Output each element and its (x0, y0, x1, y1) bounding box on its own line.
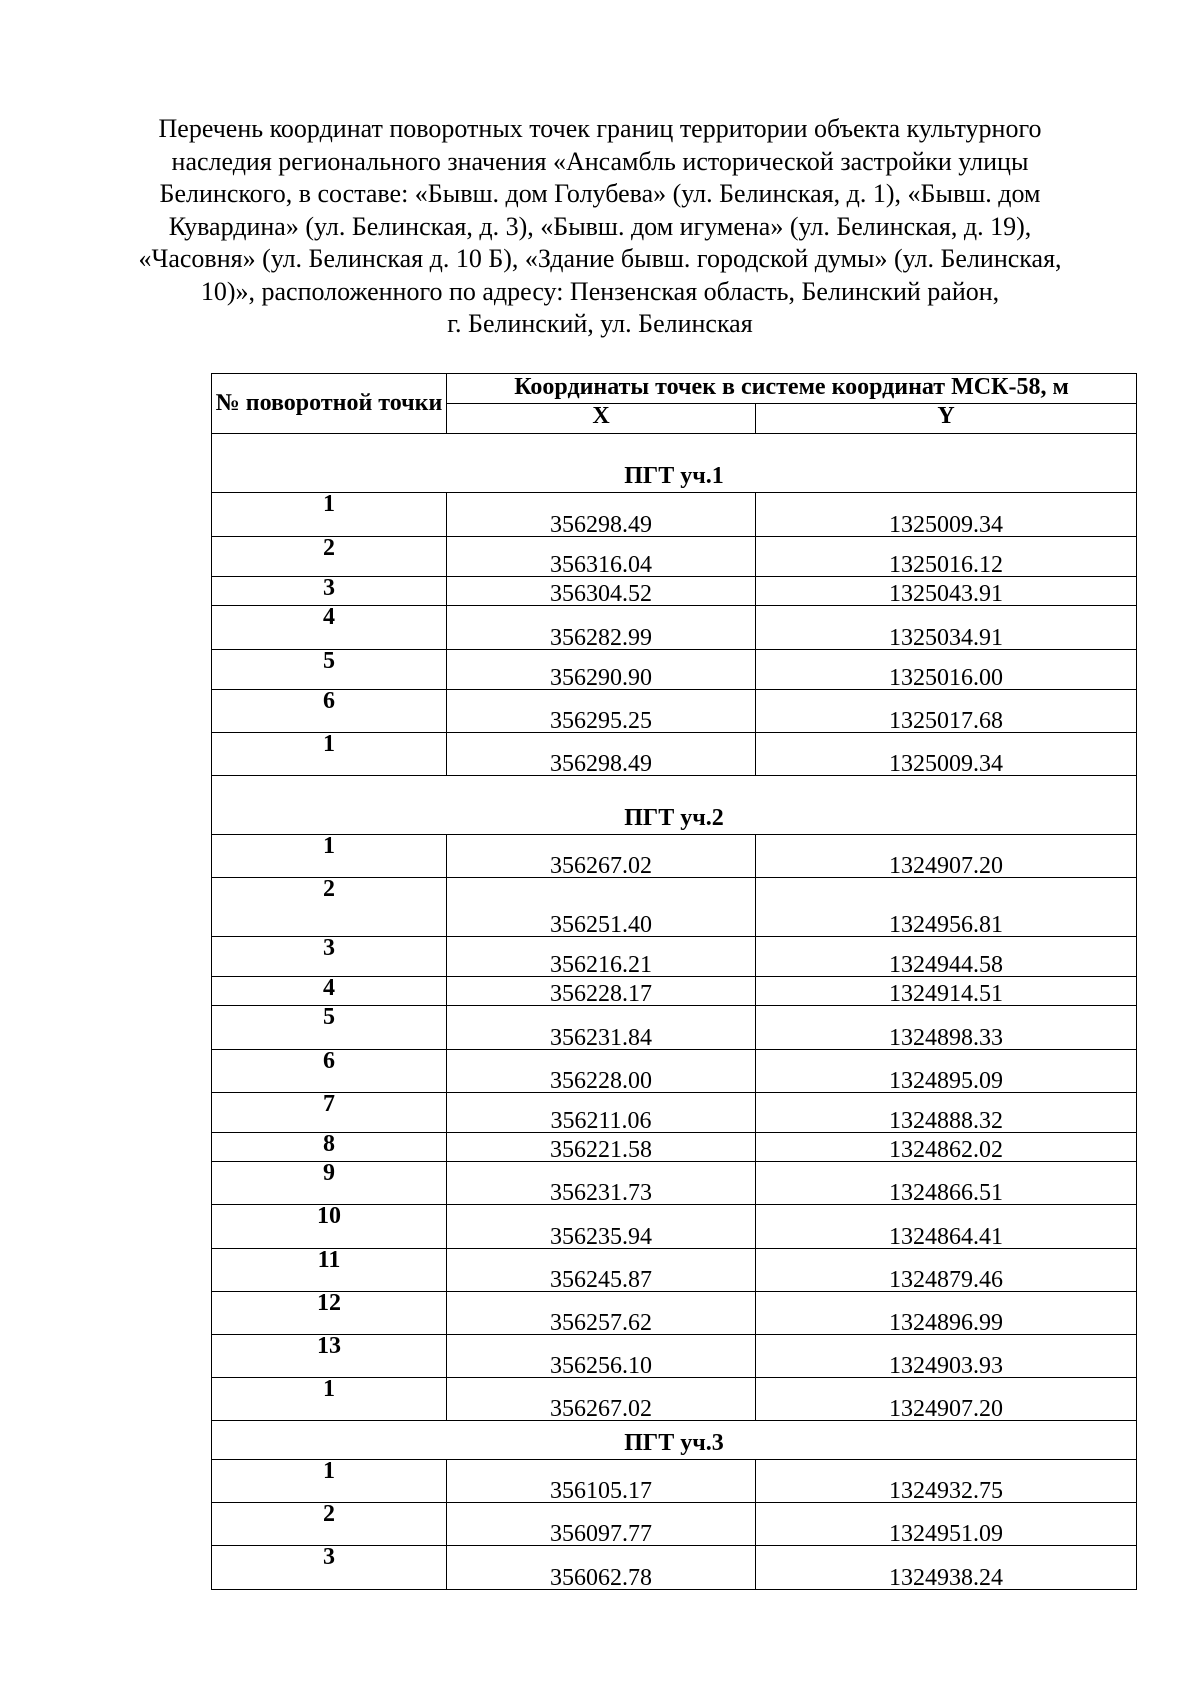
point-number: 5 (212, 1006, 447, 1050)
point-number: 2 (212, 878, 447, 937)
table-row (212, 1378, 1137, 1421)
table-row (212, 977, 1137, 1006)
coord-x: 356062.78 (447, 1546, 756, 1590)
coord-y: 1324888.32 (756, 1093, 1137, 1133)
point-number: 1 (212, 1460, 447, 1503)
coord-y: 1324896.99 (756, 1292, 1137, 1335)
coord-x: 356267.02 (447, 835, 756, 878)
table-row (212, 878, 1137, 937)
table-row (212, 733, 1137, 776)
table-row (212, 1503, 1137, 1546)
table-row (212, 1093, 1137, 1133)
point-number: 1 (212, 1378, 447, 1421)
coord-x: 356228.00 (447, 1050, 756, 1093)
coord-y: 1325009.34 (756, 493, 1137, 537)
point-number: 3 (212, 577, 447, 606)
coord-x: 356267.02 (447, 1378, 756, 1421)
coord-y: 1324895.09 (756, 1050, 1137, 1093)
coord-y: 1324866.51 (756, 1162, 1137, 1205)
coord-x: 356105.17 (447, 1460, 756, 1503)
point-number: 8 (212, 1133, 447, 1162)
coord-x: 356298.49 (447, 493, 756, 537)
point-number: 9 (212, 1162, 447, 1205)
header-y: Y (756, 404, 1137, 434)
coord-y: 1324898.33 (756, 1006, 1137, 1050)
coord-y: 1324879.46 (756, 1249, 1137, 1292)
point-number: 4 (212, 606, 447, 650)
table-row (212, 690, 1137, 733)
table-row (212, 1460, 1137, 1503)
table-row (212, 937, 1137, 977)
table-row (212, 606, 1137, 650)
point-number: 4 (212, 977, 447, 1006)
table-row (212, 1546, 1137, 1590)
coord-y: 1324862.02 (756, 1133, 1137, 1162)
header-coordinates: Координаты точек в системе координат МСК-58, м (447, 374, 1137, 404)
table-row (212, 1249, 1137, 1292)
table-row (212, 1162, 1137, 1205)
title-line: Перечень координат поворотных точек границ территории объекта культурного (158, 114, 1042, 143)
coord-x: 356231.84 (447, 1006, 756, 1050)
point-number: 2 (212, 1503, 447, 1546)
coord-y: 1325034.91 (756, 606, 1137, 650)
table-row (212, 1335, 1137, 1378)
point-number: 1 (212, 835, 447, 878)
point-number: 7 (212, 1093, 447, 1133)
title-line: «Часовня» (ул. Белинская д. 10 Б), «Здание бывш. городской думы» (ул. Белинская, (138, 244, 1062, 273)
coord-y: 1324956.81 (756, 878, 1137, 937)
coord-x: 356216.21 (447, 937, 756, 977)
coord-y: 1324914.51 (756, 977, 1137, 1006)
coord-x: 356251.40 (447, 878, 756, 937)
point-number: 1 (212, 493, 447, 537)
point-number: 6 (212, 690, 447, 733)
point-number: 5 (212, 650, 447, 690)
table-body (212, 434, 1137, 1590)
table-row (212, 1292, 1137, 1335)
point-number: 3 (212, 1546, 447, 1590)
coord-y: 1324907.20 (756, 1378, 1137, 1421)
title-line: Белинского, в составе: «Бывш. дом Голубева» (ул. Белинская, д. 1), «Бывш. дом (159, 179, 1041, 208)
coord-x: 356231.73 (447, 1162, 756, 1205)
coord-y: 1324864.41 (756, 1205, 1137, 1249)
title-line: Кувардина» (ул. Белинская, д. 3), «Бывш. дом игумена» (ул. Белинская, д. 19), (168, 211, 1032, 241)
table-row (212, 577, 1137, 606)
document-title (120, 113, 1080, 341)
point-number: 1 (212, 733, 447, 776)
coord-y: 1325016.12 (756, 537, 1137, 577)
table-row (212, 537, 1137, 577)
table-row (212, 1006, 1137, 1050)
header-point-number: № поворотной точки (212, 374, 447, 434)
coord-x: 356257.62 (447, 1292, 756, 1335)
table-row (212, 1133, 1137, 1162)
coord-y: 1325009.34 (756, 733, 1137, 776)
coord-x: 356256.10 (447, 1335, 756, 1378)
point-number: 10 (212, 1205, 447, 1249)
coord-y: 1324951.09 (756, 1503, 1137, 1546)
coord-x: 356282.99 (447, 606, 756, 650)
table-row (212, 493, 1137, 537)
coord-x: 356290.90 (447, 650, 756, 690)
table-row (212, 1050, 1137, 1093)
section-row (212, 776, 1137, 835)
coord-y: 1324938.24 (756, 1546, 1137, 1590)
coord-x: 356316.04 (447, 537, 756, 577)
coord-x: 356228.17 (447, 977, 756, 1006)
coord-y: 1324903.93 (756, 1335, 1137, 1378)
table-row (212, 650, 1137, 690)
coord-x: 356221.58 (447, 1133, 756, 1162)
section-title: ПГТ уч.1 (212, 434, 1137, 493)
header-x: X (447, 404, 756, 434)
section-title: ПГТ уч.3 (212, 1421, 1137, 1460)
point-number: 11 (212, 1249, 447, 1292)
coord-x: 356304.52 (447, 577, 756, 606)
coord-y: 1324944.58 (756, 937, 1137, 977)
coord-x: 356245.87 (447, 1249, 756, 1292)
coord-x: 356097.77 (447, 1503, 756, 1546)
point-number: 12 (212, 1292, 447, 1335)
coord-y: 1324932.75 (756, 1460, 1137, 1503)
coord-x: 356298.49 (447, 733, 756, 776)
coord-y: 1324907.20 (756, 835, 1137, 878)
coord-x: 356235.94 (447, 1205, 756, 1249)
point-number: 6 (212, 1050, 447, 1093)
coord-y: 1325043.91 (756, 577, 1137, 606)
coord-x: 356211.06 (447, 1093, 756, 1133)
section-row (212, 434, 1137, 493)
table-row (212, 1205, 1137, 1249)
title-line: г. Белинский, ул. Белинская (447, 309, 753, 338)
coord-x: 356295.25 (447, 690, 756, 733)
section-row (212, 1421, 1137, 1460)
point-number: 2 (212, 537, 447, 577)
title-line: наследия регионального значения «Ансамбль исторической застройки улицы (171, 146, 1029, 176)
point-number: 3 (212, 937, 447, 977)
section-title: ПГТ уч.2 (212, 776, 1137, 835)
coord-y: 1325016.00 (756, 650, 1137, 690)
title-line: 10)», расположенного по адресу: Пензенская область, Белинский район, (200, 276, 1000, 306)
coord-y: 1325017.68 (756, 690, 1137, 733)
point-number: 13 (212, 1335, 447, 1378)
table-row (212, 835, 1137, 878)
coordinates-table (211, 373, 1137, 1590)
